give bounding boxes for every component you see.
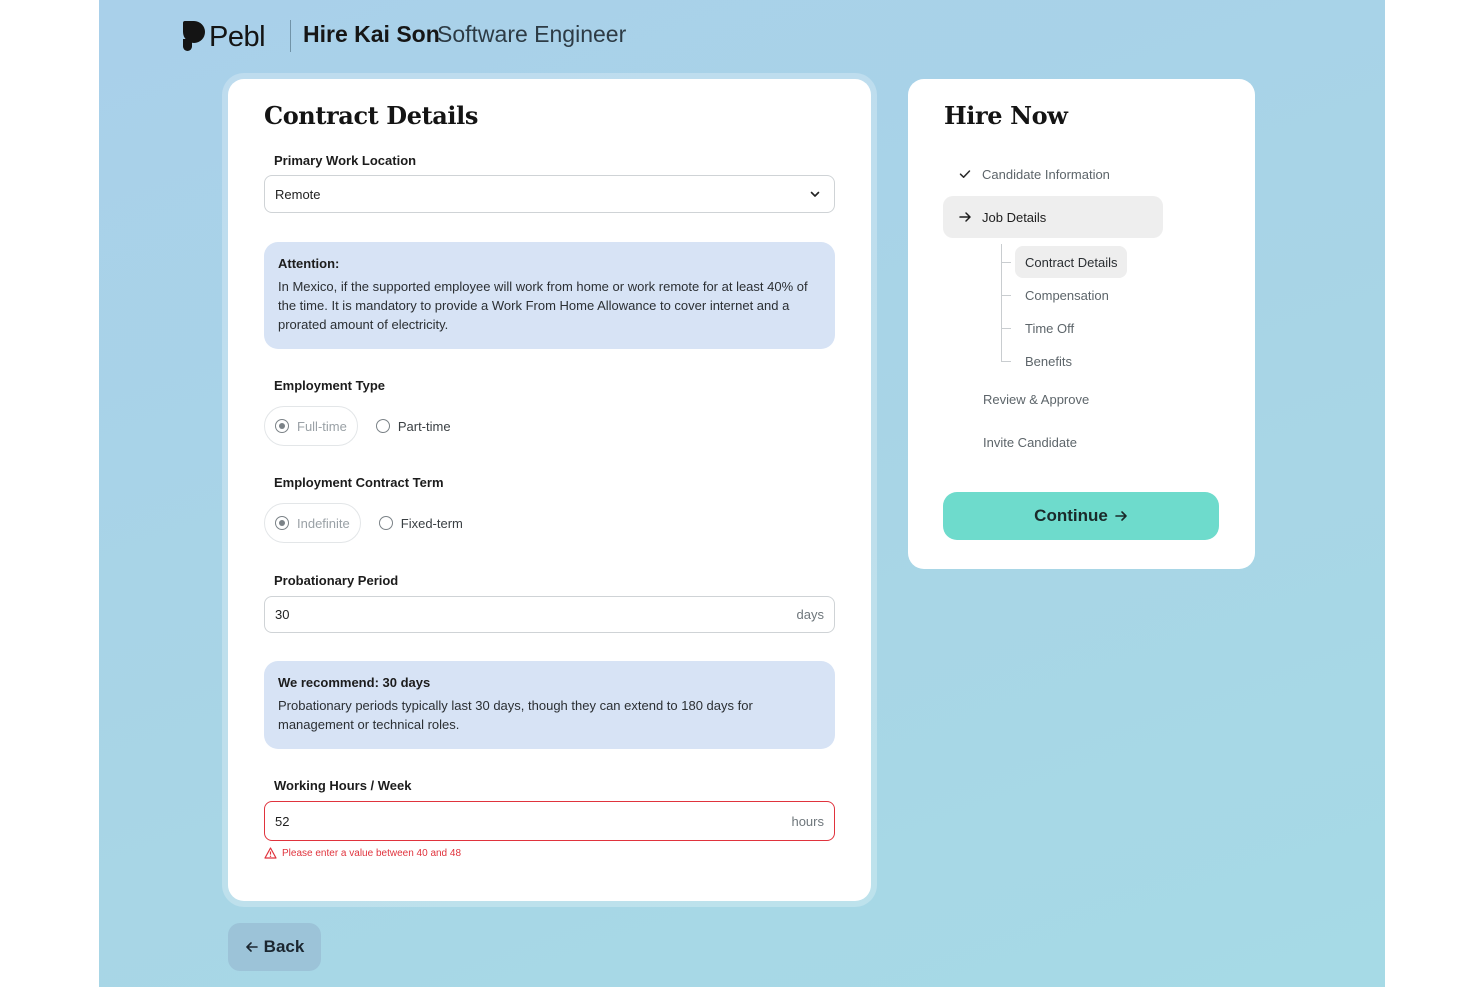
work-location-label: Primary Work Location <box>274 153 417 168</box>
employment-type-options <box>264 406 451 446</box>
option-label: Full-time <box>297 418 347 434</box>
page-background <box>99 0 1385 987</box>
page-subtitle: Software Engineer <box>437 21 627 47</box>
work-location-value: Remote <box>275 186 321 202</box>
substep-time-off[interactable] <box>1015 312 1084 344</box>
back-label: Back <box>263 937 305 956</box>
working-hours-error <box>264 847 461 859</box>
back-button[interactable] <box>228 923 321 971</box>
arrow-left-icon <box>245 940 259 954</box>
radio-unselected-icon <box>376 419 390 433</box>
substep-label: Contract Details <box>1025 254 1118 270</box>
option-label: Indefinite <box>297 515 350 531</box>
probation-label: Probationary Period <box>274 573 399 588</box>
option-label: Part-time <box>397 418 451 434</box>
step-label: Job Details <box>982 209 1047 225</box>
radio-selected-icon <box>275 419 289 433</box>
step-job-details[interactable] <box>943 196 1163 238</box>
warning-icon <box>264 847 277 859</box>
pebl-logo-icon <box>183 21 205 53</box>
header-divider <box>290 20 291 52</box>
attention-title: Attention: <box>278 256 340 271</box>
substep-benefits[interactable] <box>1015 345 1082 377</box>
continue-button[interactable] <box>943 492 1219 540</box>
chevron-down-icon <box>808 187 822 201</box>
working-hours-unit: hours <box>791 813 824 829</box>
probation-value: 30 <box>275 607 290 622</box>
employment-type-label: Employment Type <box>274 378 386 393</box>
attention-notice <box>264 242 835 349</box>
attention-body: In Mexico, if the supported employee will work from home or work remote for at least 40% of the time. It is mandatory to provide a Work From Home Allowance to cover internet and a prorated amount of electricity. <box>278 279 808 332</box>
logo-text: Pebl <box>209 20 266 53</box>
check-icon <box>958 167 972 181</box>
step-label: Review & Approve <box>983 391 1090 407</box>
probation-input[interactable] <box>264 596 835 633</box>
hire-now-card <box>908 79 1255 569</box>
contract-details-card <box>228 79 871 901</box>
recommendation-body: Probationary periods typically last 30 days, though they can extend to 180 days for management or technical roles. <box>278 698 753 732</box>
radio-indefinite[interactable] <box>264 503 361 543</box>
pebl-logo <box>183 20 265 54</box>
tree-connector <box>1001 262 1011 263</box>
recommendation-title: We recommend: 30 days <box>278 675 431 690</box>
tree-connector <box>1001 328 1011 329</box>
radio-fixed-term[interactable] <box>379 516 463 531</box>
radio-full-time[interactable] <box>264 406 358 446</box>
step-label: Candidate Information <box>982 166 1110 182</box>
page-title: Hire Kai Son <box>303 21 440 47</box>
arrow-right-icon <box>958 210 972 224</box>
substep-label: Benefits <box>1025 353 1072 369</box>
contract-term-label: Employment Contract Term <box>274 475 444 490</box>
substep-label: Compensation <box>1025 287 1109 303</box>
working-hours-input[interactable] <box>264 801 835 841</box>
working-hours-value: 52 <box>275 813 290 829</box>
work-location-select[interactable] <box>264 175 835 213</box>
working-hours-label: Working Hours / Week <box>274 778 412 793</box>
tree-connector <box>1001 295 1011 296</box>
step-candidate-information[interactable] <box>943 153 1163 195</box>
option-label: Fixed-term <box>400 515 463 531</box>
radio-unselected-icon <box>379 516 393 530</box>
hire-now-title: Hire Now <box>944 101 1068 130</box>
step-review-approve[interactable] <box>943 378 1163 420</box>
step-invite-candidate[interactable] <box>943 421 1163 463</box>
contract-term-options <box>264 503 463 543</box>
substep-label: Time Off <box>1025 320 1075 336</box>
substep-contract-details[interactable] <box>1015 246 1127 278</box>
contract-details-title: Contract Details <box>264 101 478 130</box>
radio-selected-icon <box>275 516 289 530</box>
error-text: Please enter a value between 40 and 48 <box>282 847 462 859</box>
arrow-right-icon <box>1114 509 1128 523</box>
substep-compensation[interactable] <box>1015 279 1119 311</box>
continue-label: Continue <box>1034 506 1108 525</box>
probation-unit: days <box>796 607 824 622</box>
radio-part-time[interactable] <box>376 419 451 434</box>
tree-connector <box>1001 361 1011 362</box>
recommendation-notice <box>264 661 835 749</box>
step-label: Invite Candidate <box>983 434 1077 450</box>
